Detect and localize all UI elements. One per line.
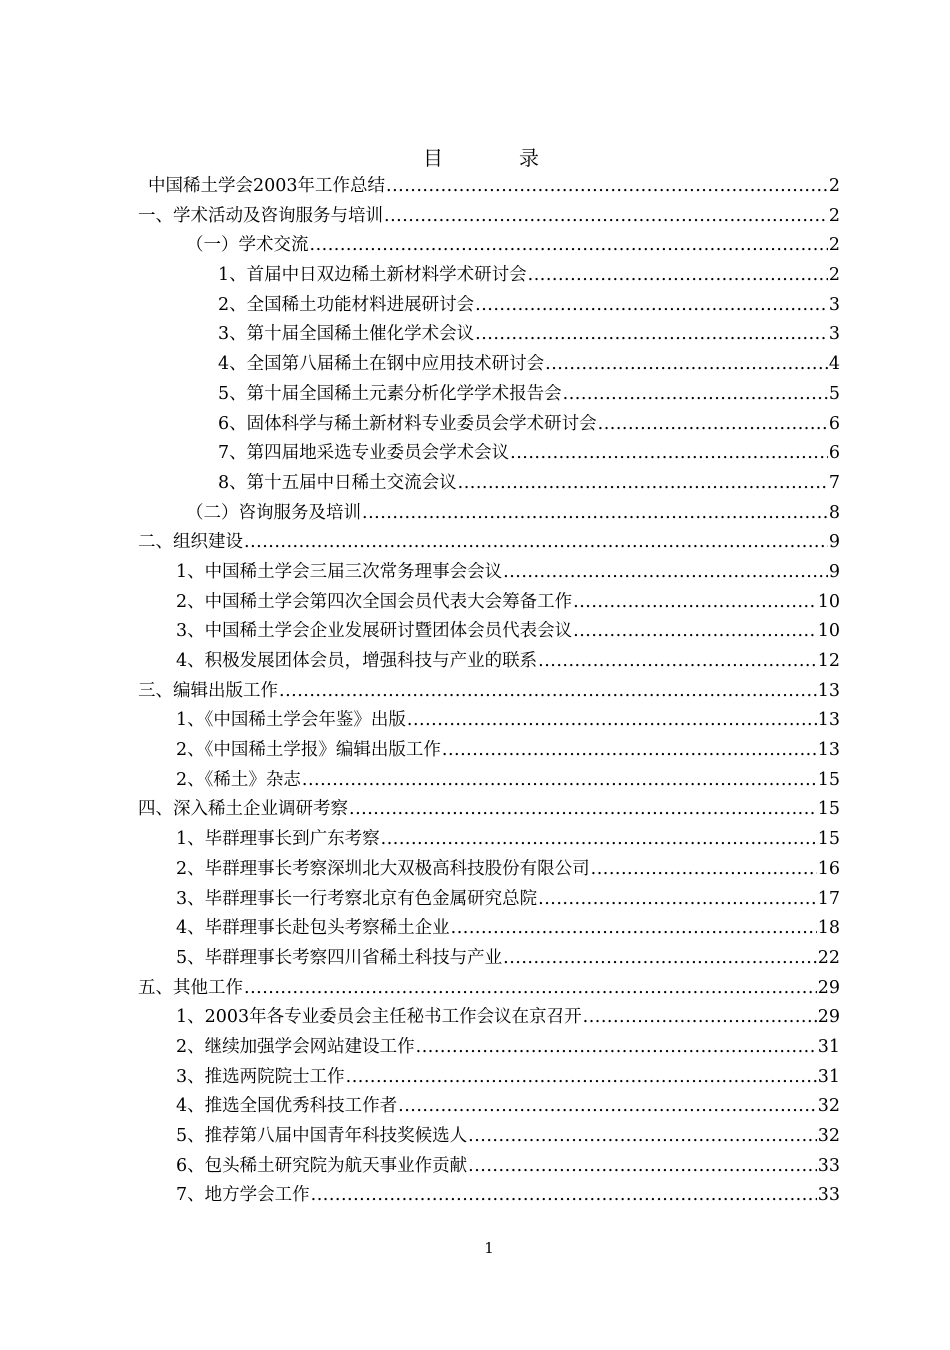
toc-entry[interactable] xyxy=(138,914,840,944)
toc-entry-page: 18 xyxy=(817,918,840,939)
toc-entry[interactable] xyxy=(138,231,840,261)
toc-entry-page: 33 xyxy=(817,1185,840,1206)
toc-entry-page: 8 xyxy=(828,502,840,523)
toc-title: 目 录 xyxy=(423,146,567,170)
toc-dot-leader xyxy=(451,914,817,944)
toc-entry-title: 3、中国稀土学会企业发展研讨暨团体会员代表会议 xyxy=(176,621,573,642)
toc-entry[interactable] xyxy=(138,1152,840,1182)
toc-dot-leader xyxy=(591,855,817,885)
toc-entry-page: 3 xyxy=(828,324,840,345)
toc-entry-title: 中国稀土学会2003年工作总结 xyxy=(148,176,386,196)
toc-entry[interactable] xyxy=(138,320,840,350)
toc-entry-title: 4、全国第八届稀土在钢中应用技术研讨会 xyxy=(218,354,545,375)
toc-entry-page: 31 xyxy=(817,1036,840,1057)
toc-entry[interactable] xyxy=(138,706,840,736)
toc-entry-page: 15 xyxy=(817,769,840,790)
toc-entry[interactable] xyxy=(138,1033,840,1063)
toc-entry-title: （一）学术交流 xyxy=(186,235,309,256)
toc-entry[interactable] xyxy=(138,1181,840,1211)
toc-dot-leader xyxy=(416,1033,817,1063)
toc-entry-title: 3、推选两院院士工作 xyxy=(176,1066,345,1087)
toc-entry[interactable] xyxy=(138,766,840,796)
toc-entry[interactable] xyxy=(138,558,840,588)
toc-entry-page: 7 xyxy=(828,472,840,493)
toc-entry-title: 1、中国稀土学会三届三次常务理事会会议 xyxy=(176,561,503,582)
toc-entry-title: 五、其他工作 xyxy=(138,977,243,998)
toc-dot-leader xyxy=(538,885,817,915)
toc-entry-page: 32 xyxy=(817,1096,840,1117)
toc-entry-page: 6 xyxy=(828,413,840,434)
toc-entry[interactable] xyxy=(138,350,840,380)
toc-entry[interactable] xyxy=(138,469,840,499)
toc-entry[interactable] xyxy=(138,825,840,855)
toc-entry-page: 5 xyxy=(828,383,840,404)
toc-entry[interactable] xyxy=(138,439,840,469)
toc-dot-leader xyxy=(503,944,817,974)
toc-entry-title: 7、第四届地采选专业委员会学术会议 xyxy=(218,443,510,464)
toc-entry[interactable] xyxy=(138,885,840,915)
toc-dot-leader xyxy=(583,1003,817,1033)
toc-entry-title: 5、推荐第八届中国青年科技奖候选人 xyxy=(176,1126,468,1146)
toc-entry[interactable] xyxy=(138,499,840,529)
toc-dot-leader xyxy=(458,469,828,499)
toc-entry-page: 6 xyxy=(828,443,840,464)
toc-entry-title: （二）咨询服务及培训 xyxy=(186,502,361,523)
toc-entry-page: 10 xyxy=(817,591,840,612)
toc-dot-leader xyxy=(407,706,817,736)
toc-entry-title: 6、包头稀土研究院为航天事业作贡献 xyxy=(176,1155,468,1176)
toc-dot-leader xyxy=(545,350,828,380)
toc-entry-page: 10 xyxy=(817,621,840,642)
toc-entry[interactable] xyxy=(138,528,840,558)
toc-entry-title: 三、编辑出版工作 xyxy=(138,680,278,701)
toc-entry-title: 4、毕群理事长赴包头考察稀土企业 xyxy=(176,918,450,939)
toc-entry-page: 13 xyxy=(817,680,840,701)
toc-dot-leader xyxy=(381,825,817,855)
toc-dot-leader xyxy=(302,766,817,796)
toc-entry-title: 2、继续加强学会网站建设工作 xyxy=(176,1036,415,1057)
toc-dot-leader xyxy=(563,380,828,410)
toc-entry-page: 32 xyxy=(817,1126,840,1146)
toc-entry-page: 15 xyxy=(817,829,840,850)
toc-entry[interactable] xyxy=(138,795,840,825)
toc-entry-page: 13 xyxy=(817,710,840,731)
toc-entry-title: 5、第十届全国稀土元素分析化学学术报告会 xyxy=(218,383,562,404)
toc-entry-page: 4 xyxy=(828,354,840,375)
toc-entry-title: 四、深入稀土企业调研考察 xyxy=(138,799,348,820)
toc-dot-leader xyxy=(573,588,817,618)
toc-entry-page: 2 xyxy=(828,265,840,286)
toc-entry-page: 29 xyxy=(817,977,840,998)
toc-entry[interactable] xyxy=(138,944,840,974)
toc-entry-title: 二、组织建设 xyxy=(138,532,243,553)
toc-entry-title: 6、固体科学与稀土新材料专业委员会学术研讨会 xyxy=(218,413,597,434)
toc-entry-title: 3、第十届全国稀土催化学术会议 xyxy=(218,324,475,345)
toc-entry[interactable] xyxy=(138,410,840,440)
toc-entry-page: 13 xyxy=(817,740,840,761)
toc-entry-title: 1、毕群理事长到广东考察 xyxy=(176,829,380,850)
toc-dot-leader xyxy=(503,558,828,588)
toc-entry-page: 9 xyxy=(828,561,840,582)
toc-dot-leader xyxy=(349,795,817,825)
toc-entry-page: 22 xyxy=(817,947,840,968)
toc-entry[interactable] xyxy=(138,617,840,647)
toc-dot-leader xyxy=(362,499,828,529)
toc-entry[interactable] xyxy=(138,736,840,766)
toc-entry-title: 1、首届中日双边稀土新材料学术研讨会 xyxy=(218,265,527,286)
toc-entry[interactable] xyxy=(138,380,840,410)
toc-dot-leader xyxy=(311,1181,817,1211)
toc-entry-title: 1、2003年各专业委员会主任秘书工作会议在京召开 xyxy=(176,1007,582,1028)
toc-dot-leader xyxy=(384,202,828,232)
toc-entry-title: 2、中国稀土学会第四次全国会员代表大会筹备工作 xyxy=(176,591,573,612)
toc-dot-leader xyxy=(475,291,828,321)
toc-entry-title: 1、《中国稀土学会年鉴》出版 xyxy=(176,710,406,731)
toc-dot-leader xyxy=(468,1122,817,1152)
toc-entry-title: 4、积极发展团体会员，增强科技与产业的联系 xyxy=(176,651,538,671)
toc-dot-leader xyxy=(528,261,828,291)
toc-entry-title: 4、推选全国优秀科技工作者 xyxy=(176,1096,398,1117)
page-number: 1 xyxy=(484,1239,494,1257)
toc-entry-title: 7、地方学会工作 xyxy=(176,1185,310,1206)
toc-entry-page: 12 xyxy=(817,651,840,671)
toc-entry[interactable] xyxy=(138,647,840,677)
toc-entry[interactable] xyxy=(138,588,840,618)
toc-entry-title: 2、《中国稀土学报》编辑出版工作 xyxy=(176,740,441,761)
toc-dot-leader xyxy=(468,1152,817,1182)
toc-entry-title: 2、全国稀土功能材料进展研讨会 xyxy=(218,294,475,315)
toc-entry-page: 3 xyxy=(828,294,840,315)
toc-entry[interactable] xyxy=(138,1122,840,1152)
toc-dot-leader xyxy=(573,617,817,647)
toc-entry-page: 9 xyxy=(828,532,840,553)
toc-entry-title: 5、毕群理事长考察四川省稀土科技与产业 xyxy=(176,947,503,968)
toc-entry[interactable] xyxy=(138,202,840,232)
toc-entry-page: 29 xyxy=(817,1007,840,1028)
toc-dot-leader xyxy=(310,231,828,261)
toc-entry[interactable] xyxy=(138,1092,840,1122)
toc-dot-leader xyxy=(244,974,817,1004)
toc-entry[interactable] xyxy=(138,677,840,707)
toc-dot-leader xyxy=(386,172,828,202)
toc-dot-leader xyxy=(244,528,828,558)
toc-entry-title: 3、毕群理事长一行考察北京有色金属研究总院 xyxy=(176,888,538,909)
toc-entry[interactable] xyxy=(138,974,840,1004)
toc-entry-page: 2 xyxy=(828,235,840,256)
toc-entry-page: 15 xyxy=(817,799,840,820)
toc-entry[interactable] xyxy=(138,261,840,291)
toc-dot-leader xyxy=(279,677,817,707)
toc-entry-page: 33 xyxy=(817,1155,840,1176)
toc-dot-leader xyxy=(598,410,828,440)
toc-entry-title: 8、第十五届中日稀土交流会议 xyxy=(218,472,457,493)
toc-dot-leader xyxy=(398,1092,817,1122)
toc-entry-page: 2 xyxy=(828,205,840,226)
toc-entry[interactable] xyxy=(138,1063,840,1093)
toc-entry-page: 16 xyxy=(817,858,840,879)
toc-entry-title: 2、《稀土》杂志 xyxy=(176,769,301,790)
toc-entry[interactable] xyxy=(138,855,840,885)
toc-entry[interactable] xyxy=(138,172,840,202)
toc-dot-leader xyxy=(538,647,817,677)
toc-entry[interactable] xyxy=(138,1003,840,1033)
toc-entry-title: 2、毕群理事长考察深圳北大双极高科技股份有限公司 xyxy=(176,858,590,879)
toc-list xyxy=(138,172,840,1211)
toc-entry-title: 一、学术活动及咨询服务与培训 xyxy=(138,205,383,226)
toc-entry-page: 17 xyxy=(817,888,840,909)
toc-dot-leader xyxy=(510,439,828,469)
toc-dot-leader xyxy=(346,1063,817,1093)
toc-entry[interactable] xyxy=(138,291,840,321)
toc-entry-page: 31 xyxy=(817,1066,840,1087)
toc-dot-leader xyxy=(475,320,828,350)
toc-dot-leader xyxy=(442,736,817,766)
toc-entry-page: 2 xyxy=(828,176,840,196)
